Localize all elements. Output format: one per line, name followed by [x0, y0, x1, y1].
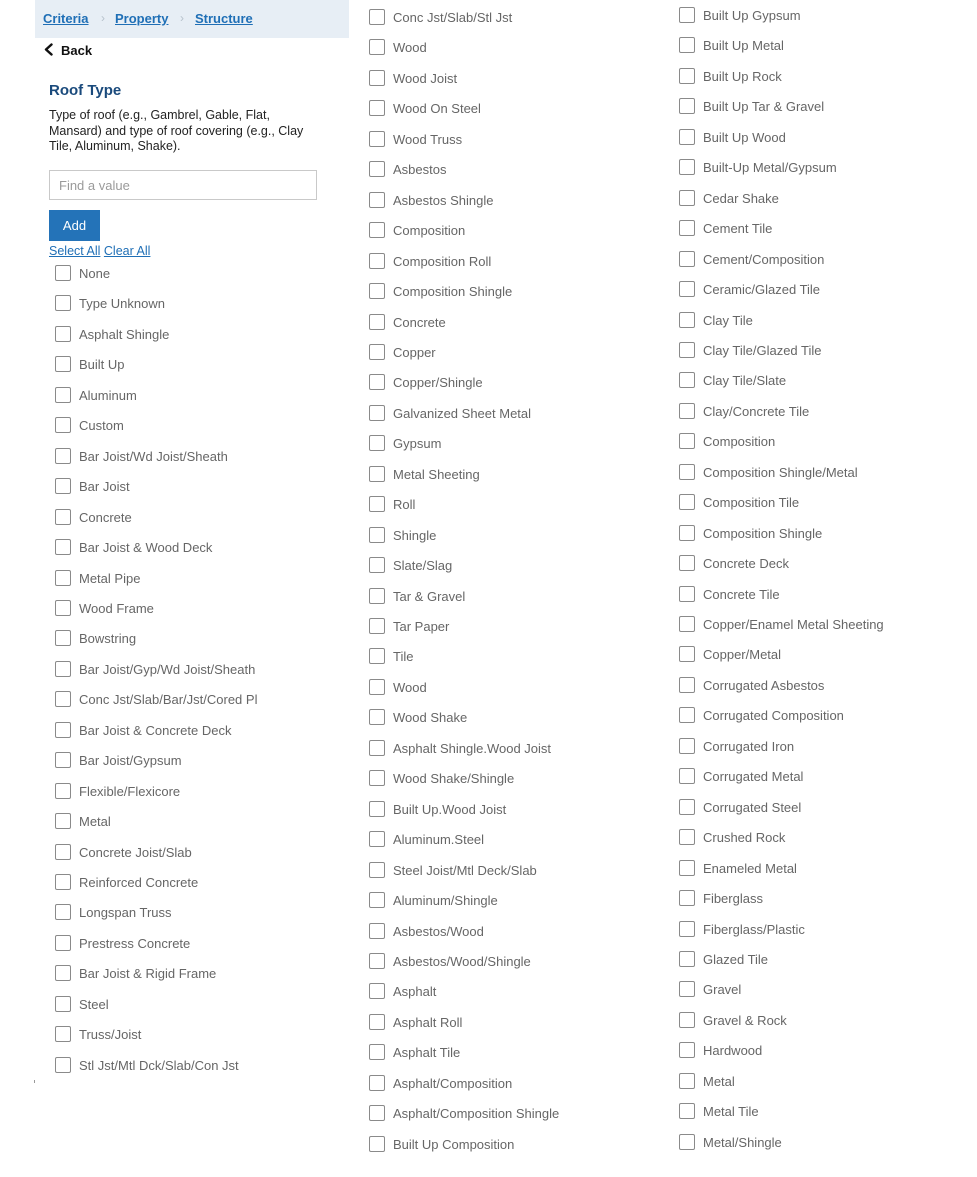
- option-checkbox[interactable]: [679, 129, 695, 145]
- option-label: Clay Tile/Slate: [703, 373, 787, 389]
- option-checkbox[interactable]: [55, 783, 71, 799]
- breadcrumb-property[interactable]: Property: [115, 11, 169, 26]
- breadcrumb-criteria[interactable]: Criteria: [43, 11, 89, 26]
- option-label: Asphalt Tile: [393, 1045, 461, 1061]
- option-label: Built Up Wood: [703, 129, 786, 145]
- option-label: Ceramic/Glazed Tile: [703, 282, 821, 298]
- option-checkbox[interactable]: [55, 996, 71, 1012]
- option-label: Composition Shingle: [703, 525, 823, 541]
- option-label: Bar Joist/Gyp/Wd Joist/Sheath: [79, 661, 256, 677]
- breadcrumb: [35, 0, 349, 38]
- option-label: Built Up Gypsum: [703, 8, 801, 23]
- option-checkbox[interactable]: [55, 509, 71, 525]
- option-label: Copper/Shingle: [393, 375, 483, 391]
- option-checkbox[interactable]: [55, 265, 71, 281]
- option-label: Composition: [393, 223, 466, 239]
- option-label: Copper/Enamel Metal Sheeting: [703, 617, 884, 632]
- option-checkbox[interactable]: [369, 466, 385, 482]
- option-checkbox[interactable]: [369, 740, 385, 756]
- option-label: Gravel & Rock: [703, 1012, 787, 1028]
- divider-mark: [34, 1080, 35, 1083]
- option-label: Composition Tile: [703, 495, 800, 511]
- selection-links: [49, 244, 150, 258]
- option-checkbox[interactable]: [679, 342, 695, 358]
- option-label: Built-Up Metal/Gypsum: [703, 160, 837, 176]
- option-label: Flexible/Flexicore: [79, 783, 181, 799]
- option-label: Corrugated Composition: [703, 708, 844, 724]
- option-checkbox[interactable]: [679, 890, 695, 906]
- option-label: Metal Pipe: [79, 570, 141, 586]
- option-label: Asbestos/Wood/Shingle: [393, 953, 531, 969]
- option-label: Conc Jst/Slab/Bar/Jst/Cored Pl: [79, 692, 258, 708]
- option-checkbox[interactable]: [369, 953, 385, 969]
- option-label: Fiberglass/Plastic: [703, 921, 805, 937]
- option-checkbox[interactable]: [369, 1014, 385, 1030]
- option-checkbox[interactable]: [679, 403, 695, 419]
- option-label: Stl Jst/Mtl Dck/Slab/Con Jst: [79, 1057, 239, 1073]
- option-checkbox[interactable]: [55, 813, 71, 829]
- option-label: Asbestos Shingle: [393, 192, 494, 208]
- option-label: Bar Joist: [79, 479, 130, 495]
- option-checkbox[interactable]: [679, 768, 695, 784]
- option-checkbox[interactable]: [55, 448, 71, 464]
- option-label: Bowstring: [79, 631, 137, 647]
- option-checkbox[interactable]: [55, 570, 71, 586]
- option-checkbox[interactable]: [679, 586, 695, 602]
- option-label: Prestress Concrete: [79, 935, 191, 951]
- option-checkbox[interactable]: [679, 190, 695, 206]
- option-label: Corrugated Metal: [703, 769, 804, 785]
- option-label: Conc Jst/Slab/Stl Jst: [393, 10, 513, 25]
- option-checkbox[interactable]: [369, 161, 385, 177]
- option-label: Wood Shake/Shingle: [393, 771, 515, 787]
- option-label: Concrete: [393, 314, 446, 330]
- option-checkbox[interactable]: [679, 738, 695, 754]
- option-checkbox[interactable]: [369, 39, 385, 55]
- option-checkbox[interactable]: [55, 691, 71, 707]
- option-checkbox[interactable]: [679, 525, 695, 541]
- option-label: Wood Frame: [79, 600, 154, 616]
- option-label: Aluminum/Shingle: [393, 893, 498, 909]
- option-checkbox[interactable]: [369, 70, 385, 86]
- option-checkbox[interactable]: [55, 295, 71, 311]
- option-label: Glazed Tile: [703, 951, 769, 967]
- option-label: Bar Joist & Concrete Deck: [79, 722, 232, 738]
- option-checkbox[interactable]: [679, 281, 695, 297]
- back-label: Back: [61, 43, 93, 58]
- option-label: Asphalt Shingle.Wood Joist: [393, 740, 552, 756]
- option-checkbox[interactable]: [55, 630, 71, 646]
- option-label: Cedar Shake: [703, 190, 779, 206]
- option-label: Galvanized Sheet Metal: [393, 405, 532, 421]
- criteria-panel: [35, 0, 349, 1177]
- option-label: Gypsum: [393, 436, 442, 452]
- option-checkbox[interactable]: [679, 159, 695, 175]
- option-label: Roll: [393, 497, 416, 513]
- option-checkbox[interactable]: [679, 37, 695, 53]
- option-label: Metal: [703, 1073, 735, 1089]
- option-checkbox[interactable]: [679, 981, 695, 997]
- option-label: None: [79, 266, 111, 281]
- option-checkbox[interactable]: [369, 923, 385, 939]
- option-label: Built Up Rock: [703, 68, 782, 84]
- option-label: Wood: [393, 40, 427, 56]
- option-checkbox[interactable]: [369, 709, 385, 725]
- option-label: Clay Tile: [703, 312, 753, 328]
- option-checkbox[interactable]: [369, 1136, 385, 1152]
- option-label: Type Unknown: [79, 296, 165, 312]
- option-checkbox[interactable]: [369, 892, 385, 908]
- option-checkbox[interactable]: [369, 253, 385, 269]
- option-checkbox[interactable]: [679, 555, 695, 571]
- option-label: Cement Tile: [703, 221, 773, 237]
- option-checkbox[interactable]: [679, 433, 695, 449]
- clear-all-link[interactable]: Clear All: [103, 244, 151, 258]
- option-checkbox[interactable]: [55, 844, 71, 860]
- option-label: Asphalt/Composition: [393, 1075, 513, 1091]
- option-checkbox[interactable]: [369, 801, 385, 817]
- option-checkbox[interactable]: [55, 356, 71, 372]
- option-label: Bar Joist/Gypsum: [79, 753, 182, 769]
- option-label: Enameled Metal: [703, 860, 797, 876]
- option-label: Concrete Deck: [703, 556, 789, 572]
- option-label: Longspan Truss: [79, 905, 172, 921]
- option-label: Asphalt Shingle: [79, 326, 170, 342]
- option-checkbox[interactable]: [369, 557, 385, 573]
- option-label: Crushed Rock: [703, 830, 786, 846]
- option-label: Wood On Steel: [393, 101, 481, 117]
- option-label: Composition Roll: [393, 253, 492, 269]
- option-label: Concrete Joist/Slab: [79, 844, 192, 860]
- option-label: Composition Shingle: [393, 284, 513, 300]
- option-checkbox[interactable]: [369, 374, 385, 390]
- option-checkbox[interactable]: [679, 312, 695, 328]
- option-label: Built Up Composition: [393, 1136, 515, 1152]
- option-checkbox[interactable]: [679, 1134, 695, 1150]
- option-checkbox[interactable]: [55, 478, 71, 494]
- option-label: Fiberglass: [703, 891, 763, 907]
- option-label: Built Up Tar & Gravel: [703, 99, 825, 115]
- option-label: Hardwood: [703, 1043, 763, 1059]
- option-label: Concrete: [79, 509, 132, 525]
- breadcrumb-separator: ›: [180, 11, 184, 25]
- option-label: Metal: [79, 814, 111, 830]
- option-label: Metal/Shingle: [703, 1134, 782, 1150]
- option-checkbox[interactable]: [679, 464, 695, 480]
- option-checkbox[interactable]: [679, 7, 695, 23]
- option-label: Asbestos: [393, 162, 447, 178]
- option-checkbox[interactable]: [369, 496, 385, 512]
- option-checkbox[interactable]: [369, 344, 385, 360]
- option-checkbox[interactable]: [369, 283, 385, 299]
- option-label: Copper/Metal: [703, 647, 782, 663]
- option-checkbox[interactable]: [369, 862, 385, 878]
- option-checkbox[interactable]: [369, 131, 385, 147]
- option-label: Custom: [79, 418, 124, 434]
- option-checkbox[interactable]: [679, 616, 695, 632]
- option-label: Built Up.Wood Joist: [393, 801, 507, 817]
- option-checkbox[interactable]: [369, 100, 385, 116]
- option-checkbox[interactable]: [55, 387, 71, 403]
- option-checkbox[interactable]: [679, 494, 695, 510]
- option-checkbox[interactable]: [369, 1044, 385, 1060]
- option-label: Concrete Tile: [703, 586, 780, 602]
- option-label: Wood Joist: [393, 70, 458, 86]
- option-checkbox[interactable]: [679, 98, 695, 114]
- option-checkbox[interactable]: [369, 405, 385, 421]
- option-label: Built Up Metal: [703, 38, 784, 54]
- option-label: Bar Joist & Rigid Frame: [79, 966, 217, 982]
- option-label: Gravel: [703, 982, 742, 998]
- option-label: Clay/Concrete Tile: [703, 403, 810, 419]
- option-checkbox[interactable]: [679, 1103, 695, 1119]
- option-checkbox[interactable]: [369, 9, 385, 25]
- option-label: Corrugated Iron: [703, 738, 795, 754]
- option-checkbox[interactable]: [679, 677, 695, 693]
- option-checkbox[interactable]: [679, 372, 695, 388]
- option-label: Built Up: [79, 357, 125, 373]
- option-checkbox[interactable]: [369, 983, 385, 999]
- option-label: Asphalt Roll: [393, 1014, 463, 1030]
- add-button[interactable]: Add: [49, 210, 100, 241]
- option-checkbox[interactable]: [55, 539, 71, 555]
- option-checkbox[interactable]: [369, 527, 385, 543]
- option-label: Tile: [393, 649, 414, 665]
- option-label: Wood Truss: [393, 131, 463, 147]
- option-checkbox[interactable]: [679, 951, 695, 967]
- option-checkbox[interactable]: [55, 417, 71, 433]
- option-label: Asphalt: [393, 984, 437, 1000]
- option-label: Copper: [393, 344, 436, 360]
- option-checkbox[interactable]: [679, 921, 695, 937]
- option-checkbox[interactable]: [679, 68, 695, 84]
- option-checkbox[interactable]: [369, 679, 385, 695]
- option-checkbox[interactable]: [55, 965, 71, 981]
- option-label: Steel: [79, 996, 109, 1012]
- option-label: Composition Shingle/Metal: [703, 464, 858, 480]
- option-label: Bar Joist/Wd Joist/Sheath: [79, 448, 228, 464]
- option-checkbox[interactable]: [679, 860, 695, 876]
- option-label: Tar Paper: [393, 619, 450, 634]
- option-label: Tar & Gravel: [393, 588, 466, 604]
- option-checkbox[interactable]: [55, 904, 71, 920]
- option-label: Reinforced Concrete: [79, 875, 199, 890]
- option-checkbox[interactable]: [55, 1026, 71, 1042]
- page-title: Roof Type: [49, 82, 122, 99]
- option-label: Composition: [703, 434, 776, 450]
- option-checkbox[interactable]: [55, 600, 71, 616]
- option-label: Metal Sheeting: [393, 466, 480, 482]
- option-checkbox[interactable]: [369, 435, 385, 451]
- option-checkbox[interactable]: [369, 588, 385, 604]
- option-checkbox[interactable]: [369, 831, 385, 847]
- breadcrumb-separator: ›: [101, 11, 105, 25]
- option-checkbox[interactable]: [369, 314, 385, 330]
- option-checkbox[interactable]: [55, 1057, 71, 1073]
- option-checkbox[interactable]: [679, 1042, 695, 1058]
- select-all-link[interactable]: Select All: [49, 244, 101, 258]
- option-label: Aluminum.Steel: [393, 832, 485, 848]
- option-checkbox[interactable]: [369, 222, 385, 238]
- option-checkbox[interactable]: [55, 874, 71, 890]
- option-label: Cement/Composition: [703, 251, 825, 267]
- option-checkbox[interactable]: [369, 770, 385, 786]
- option-checkbox[interactable]: [369, 1105, 385, 1121]
- option-label: Shingle: [393, 527, 437, 543]
- option-checkbox[interactable]: [55, 935, 71, 951]
- option-label: Steel Joist/Mtl Deck/Slab: [393, 862, 537, 878]
- option-checkbox[interactable]: [679, 251, 695, 267]
- option-checkbox[interactable]: [679, 829, 695, 845]
- back-button[interactable]: [43, 43, 92, 58]
- option-label: Asphalt/Composition Shingle: [393, 1106, 560, 1122]
- option-label: Wood: [393, 679, 427, 695]
- option-checkbox[interactable]: [369, 618, 385, 634]
- chevron-left-icon: [43, 43, 55, 56]
- option-checkbox[interactable]: [55, 722, 71, 738]
- option-checkbox[interactable]: [679, 220, 695, 236]
- option-label: Corrugated Steel: [703, 799, 802, 815]
- field-description: Type of roof (e.g., Gambrel, Gable, Flat, Mansard) and type of roof covering (e.g., Clay Tile, Aluminum, Shake).: [49, 108, 304, 153]
- breadcrumb-structure[interactable]: Structure: [195, 11, 253, 26]
- option-label: Aluminum: [79, 387, 137, 403]
- search-input[interactable]: [49, 170, 317, 200]
- option-label: Corrugated Asbestos: [703, 677, 825, 693]
- option-label: Asbestos/Wood: [393, 923, 484, 939]
- option-label: Slate/Slag: [393, 558, 453, 574]
- option-checkbox[interactable]: [679, 1012, 695, 1028]
- option-checkbox[interactable]: [55, 326, 71, 342]
- option-checkbox[interactable]: [55, 752, 71, 768]
- option-checkbox[interactable]: [369, 648, 385, 664]
- option-label: Clay Tile/Glazed Tile: [703, 342, 822, 358]
- option-checkbox[interactable]: [679, 799, 695, 815]
- option-checkbox[interactable]: [679, 646, 695, 662]
- option-label: Bar Joist & Wood Deck: [79, 540, 213, 556]
- option-checkbox[interactable]: [679, 1073, 695, 1089]
- option-label: Truss/Joist: [79, 1027, 142, 1043]
- option-checkbox[interactable]: [369, 1075, 385, 1091]
- option-checkbox[interactable]: [679, 707, 695, 723]
- option-checkbox[interactable]: [369, 192, 385, 208]
- option-label: Wood Shake: [393, 710, 468, 726]
- option-checkbox[interactable]: [55, 661, 71, 677]
- option-label: Metal Tile: [703, 1104, 759, 1120]
